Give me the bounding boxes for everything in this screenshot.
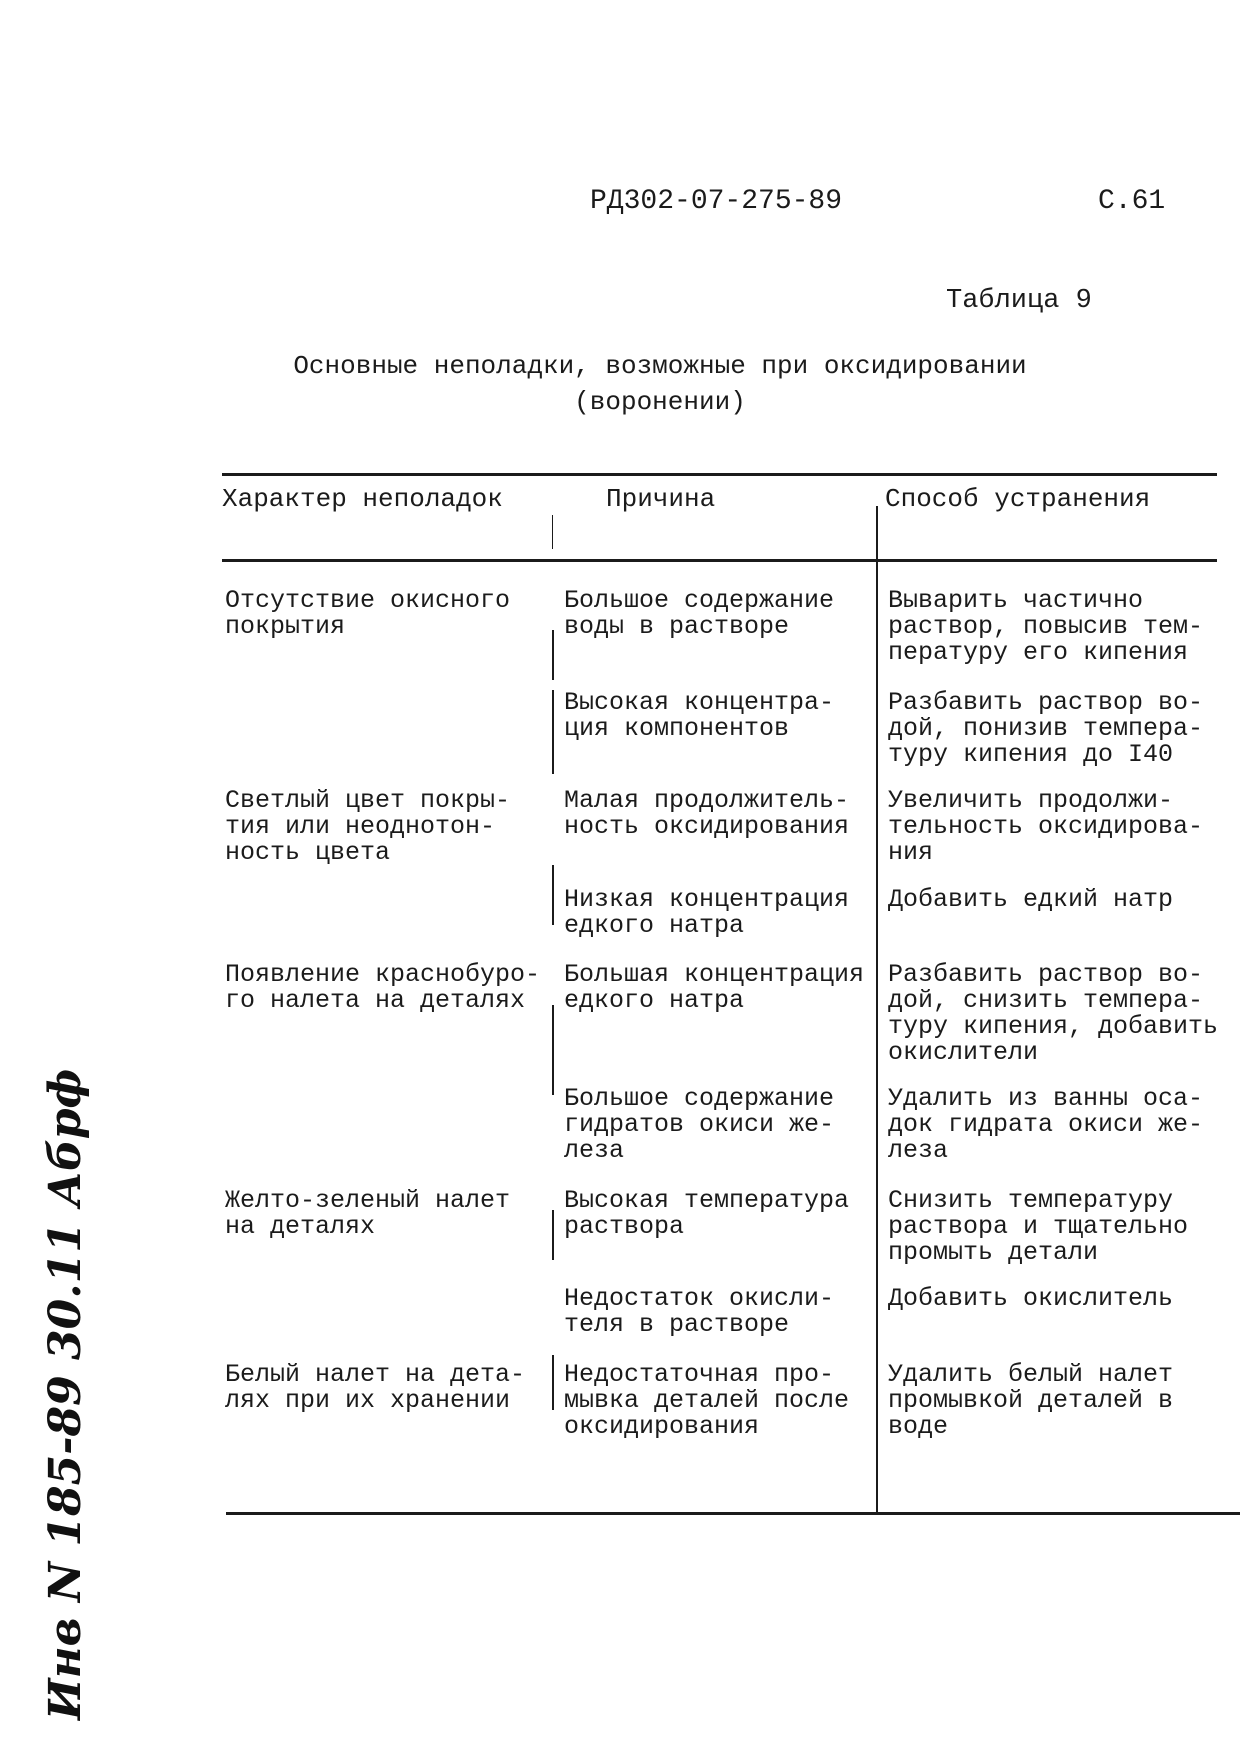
table-cell-cause: Малая продолжитель- ность оксидирования xyxy=(564,786,850,841)
table-header-rule xyxy=(222,559,1217,562)
column-divider-1-seg xyxy=(552,865,554,925)
table-cell-cause: Большая концентрация едкого натра xyxy=(564,960,865,1015)
column-header-cause: Причина xyxy=(606,484,716,514)
column-divider-1-seg xyxy=(552,1210,554,1260)
document-code: РД302-07-275-89 xyxy=(590,186,843,217)
column-divider-1-head xyxy=(552,515,553,549)
column-header-defect: Характер неполадок xyxy=(222,484,503,514)
column-divider-2 xyxy=(876,506,878,1512)
table-cell-remedy: Удалить из ванны оса- док гидрата окиси же- леза xyxy=(888,1084,1204,1165)
page-number: С.61 xyxy=(1098,186,1166,217)
table-cell-cause: Недостаток окисли- теля в растворе xyxy=(564,1284,835,1339)
table-top-rule xyxy=(222,473,1217,476)
table-cell-cause: Большое содержание воды в растворе xyxy=(564,586,835,641)
table-cell-cause: Высокая температура раствора xyxy=(564,1186,850,1241)
table-title-line-1: Основные неполадки, возможные при оксидировании xyxy=(293,351,1027,381)
table-cell-remedy: Добавить окислитель xyxy=(888,1284,1174,1313)
table-bottom-rule xyxy=(226,1512,1240,1515)
table-cell-cause: Высокая концентра- ция компонентов xyxy=(564,688,835,743)
table-cell-defect: Светлый цвет покры- тия или неоднотон- ность цвета xyxy=(225,786,511,867)
table-cell-defect: Желто-зеленый налет на деталях xyxy=(225,1186,511,1241)
column-header-remedy: Способ устранения xyxy=(885,484,1151,514)
column-divider-1-seg xyxy=(552,690,554,774)
table-cell-remedy: Удалить белый налет промывкой деталей в воде xyxy=(888,1360,1174,1441)
table-cell-remedy: Увеличить продолжи- тельность оксидирова- ния xyxy=(888,786,1204,867)
table-cell-defect: Отсутствие окисного покрытия xyxy=(225,586,511,641)
table-cell-cause: Недостаточная про- мывка деталей после оксидирования xyxy=(564,1360,850,1441)
table-cell-remedy: Добавить едкий натр xyxy=(888,885,1174,914)
column-divider-1-seg xyxy=(552,630,554,680)
table-cell-defect: Белый налет на дета- лях при их хранении xyxy=(225,1360,526,1415)
column-divider-1-seg xyxy=(552,1355,554,1410)
table-cell-remedy: Разбавить раствор во- дой, снизить темпера- туру кипения, добавить окислители xyxy=(888,960,1219,1067)
table-cell-cause: Большое содержание гидратов окиси же- леза xyxy=(564,1084,835,1165)
table-title-line-2: (воронении) xyxy=(574,387,746,417)
table-label: Таблица 9 xyxy=(946,286,1092,316)
table-title xyxy=(250,348,1070,420)
table-cell-remedy: Выварить частично раствор, повысив тем- пературу его кипения xyxy=(888,586,1204,667)
handwritten-inventory-note: Инв N 185-89 30.11 Абрф xyxy=(40,1068,91,1720)
table-cell-remedy: Снизить температуру раствора и тщательно промыть детали xyxy=(888,1186,1189,1267)
table-cell-cause: Низкая концентрация едкого натра xyxy=(564,885,850,940)
table-cell-defect: Появление краснобуро- го налета на деталях xyxy=(225,960,541,1015)
column-divider-1-seg xyxy=(552,1005,554,1095)
table-cell-remedy: Разбавить раствор во- дой, понизив темпера- туру кипения до I40 xyxy=(888,688,1204,769)
